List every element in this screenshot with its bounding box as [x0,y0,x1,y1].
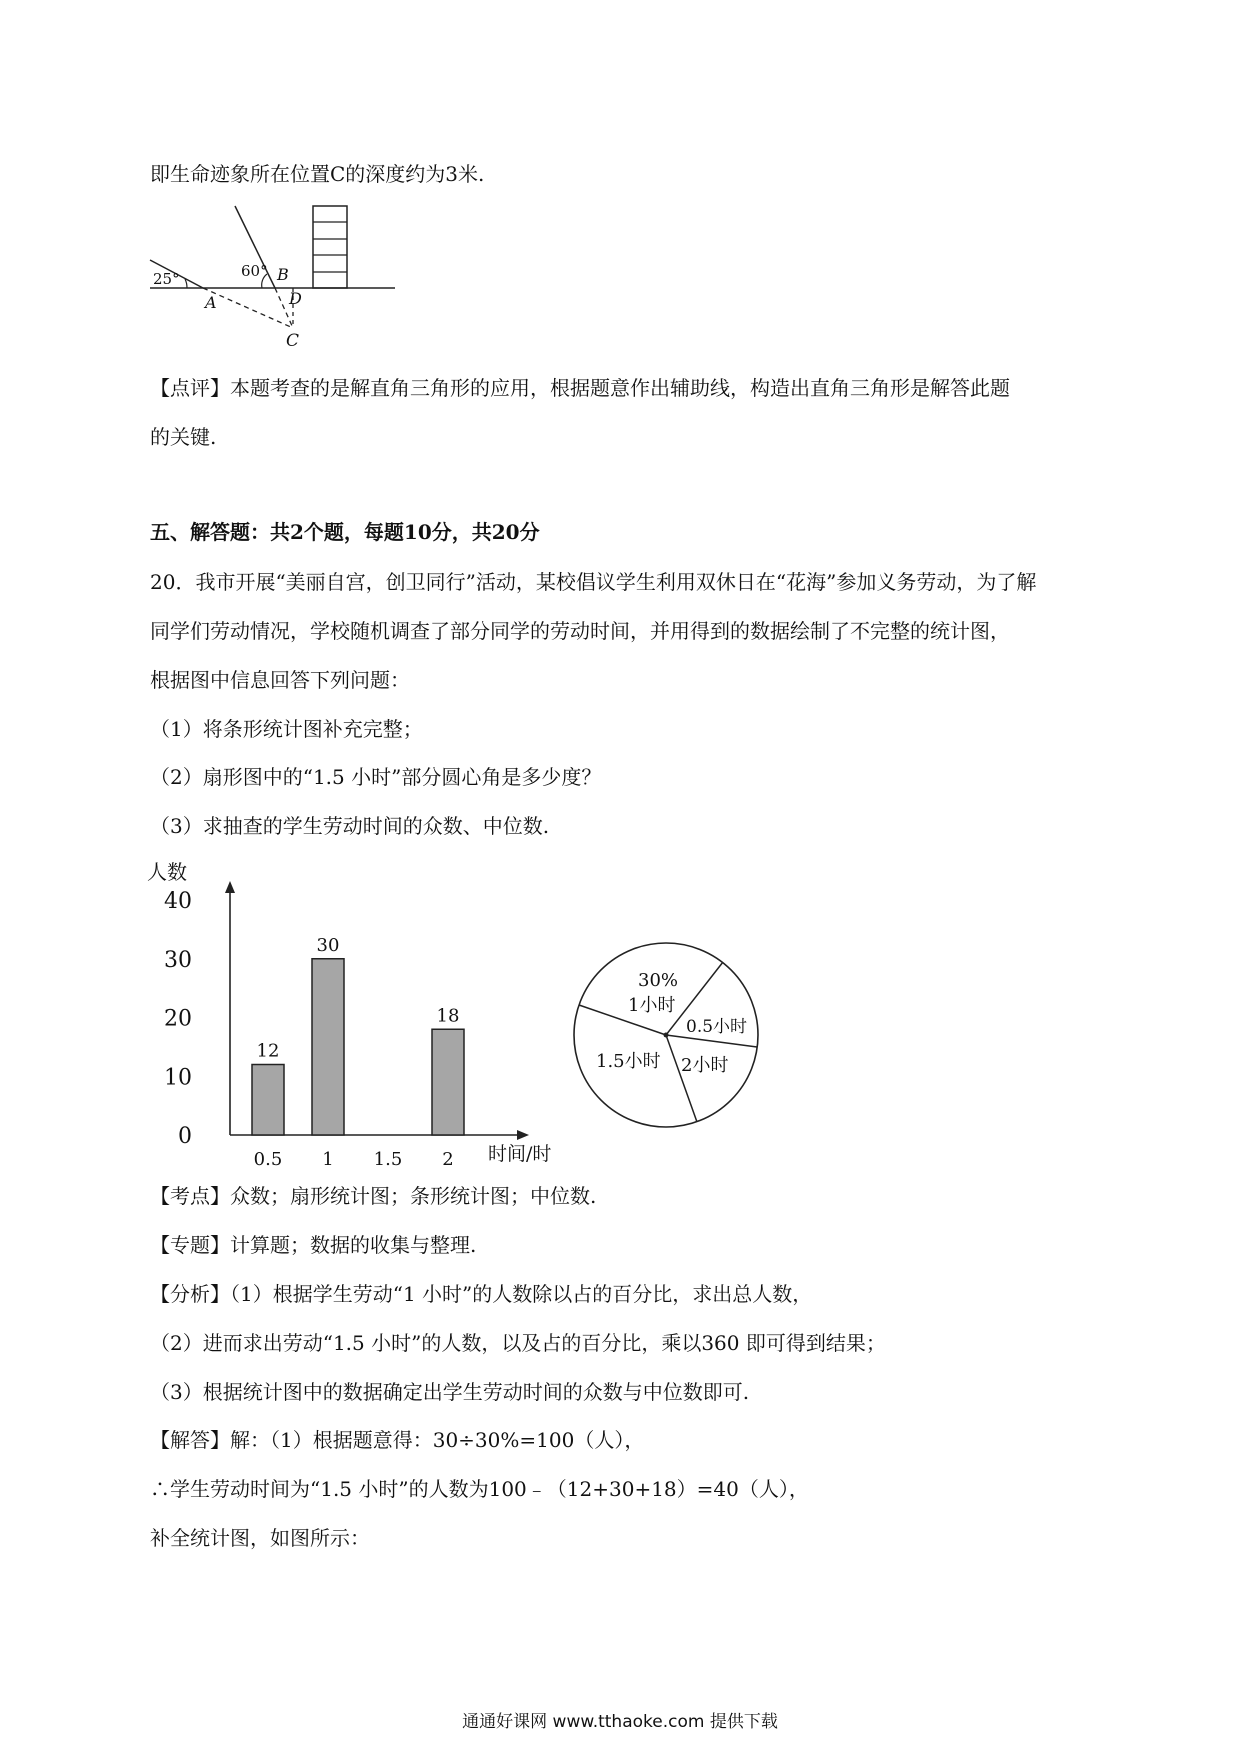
angle-a-label: 25° [153,270,180,288]
question-20-line-1: 20．我市开展“美丽自宫，创卫同行”活动，某校倡议学生利用双休日在“花海”参加义务劳动，为了解 [150,570,1037,594]
y-tick-label: 0 [178,1124,192,1149]
x-tick-label: 1 [322,1149,334,1170]
x-tick-label: 0.5 [253,1149,283,1170]
question-20-part-1: （1）将条形统计图补充完整； [150,717,423,741]
pie-slice-0-5h-label: 0.5小时 [686,1017,748,1037]
x-tick-label: 1.5 [373,1149,403,1170]
bar-value-label: 18 [436,1005,460,1027]
question-20-line-2: 同学们劳动情况，学校随机调查了部分同学的劳动时间，并用得到的数据绘制了不完整的统计图， [150,619,1010,643]
fenxi-line-3: （3）根据统计图中的数据确定出学生劳动时间的众数与中位数即可. [150,1380,750,1404]
y-tick-label: 30 [164,947,192,973]
geometry-figure [145,200,405,350]
bar-0.5 [252,1065,284,1136]
bar-2 [432,1029,464,1135]
pie-slice-1h-pct: 30% [638,970,679,991]
jieda-line-1: 【解答】解：（1）根据题意得：30÷30%=100（人）， [150,1428,645,1452]
text-line-depth: 即生命迹象所在位置C的深度约为3米. [150,162,485,186]
footer-text: 通通好课网 www.tthaoke.com 提供下载 [462,1712,778,1732]
comment-line-2: 的关键. [150,425,217,449]
x-tick-label: 2 [442,1149,454,1170]
y-tick-label: 40 [164,889,192,914]
jieda-line-2: ∴学生劳动时间为“1.5 小时”的人数为100﹣（12+30+18）=40（人）， [150,1477,809,1501]
y-axis-arrow [225,881,235,893]
section-heading: 五、解答题：共2个题，每题10分，共20分 [150,520,540,544]
point-c-label: C [286,331,300,351]
point-b-label: B [277,265,289,284]
x-axis-label: 时间/时 [488,1143,552,1165]
bar-chart [145,855,552,1185]
bar-value-label: 30 [316,934,340,956]
question-20-line-3: 根据图中信息回答下列问题： [150,668,410,692]
pie-chart [566,935,766,1135]
zhuanti-line: 【专题】计算题；数据的收集与整理. [150,1233,477,1257]
jieda-line-3: 补全统计图，如图所示： [150,1526,370,1550]
kaodian-line: 【考点】众数；扇形统计图；条形统计图；中位数. [150,1184,597,1208]
bar-value-label: 12 [256,1040,280,1062]
angle-b-label: 60° [241,262,268,280]
fenxi-line-2: （2）进而求出劳动“1.5 小时”的人数，以及占的百分比，乘以360 即可得到结果； [150,1331,886,1355]
pie-slice-2h-label: 2小时 [681,1055,729,1076]
x-axis-arrow [517,1130,529,1140]
bar-1 [312,959,344,1135]
y-tick-label: 20 [164,1006,192,1032]
building [313,206,347,288]
comment-line-1: 【点评】本题考查的是解直角三角形的应用，根据题意作出辅助线，构造出直角三角形是解答此题 [150,376,1010,400]
point-d-label: D [289,289,302,308]
question-20-part-2: （2）扇形图中的“1.5 小时”部分圆心角是多少度？ [150,765,602,789]
fenxi-line-1: 【分析】（1）根据学生劳动“1 小时”的人数除以占的百分比，求出总人数， [150,1282,813,1306]
question-20-part-3: （3）求抽查的学生劳动时间的众数、中位数. [150,814,550,838]
pie-slice-1h-label: 1小时 [628,995,676,1016]
y-axis-label: 人数 [147,860,187,884]
pie-slice-1-5h-label: 1.5小时 [596,1051,661,1072]
y-tick-label: 10 [164,1065,192,1091]
point-a-label: A [205,293,217,312]
